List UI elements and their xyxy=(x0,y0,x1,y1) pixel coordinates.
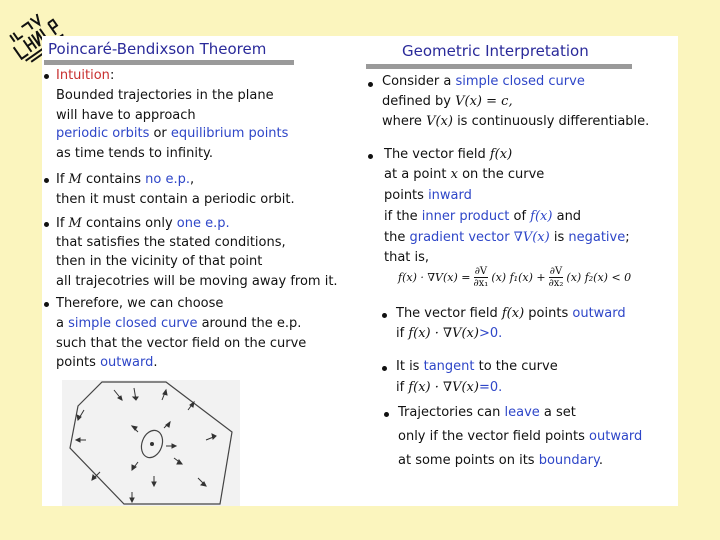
text-line: at a point x on the curve xyxy=(384,167,545,182)
text-line: The vector field f(x) points outward xyxy=(396,306,626,321)
text-line: only if the vector field points outward xyxy=(398,429,643,444)
text-line: a simple closed curve around the e.p. xyxy=(56,316,302,331)
bullet-icon xyxy=(382,313,387,318)
text-line: points outward. xyxy=(56,355,158,370)
bullet-icon xyxy=(368,154,373,159)
text-line: then it must contain a periodic orbit. xyxy=(56,192,295,207)
text-line: then in the vicinity of that point xyxy=(56,254,263,269)
text-line: Bounded trajectories in the plane xyxy=(56,88,274,103)
text-line: if f(x) · ∇V(x)=0. xyxy=(396,380,503,395)
text-line: It is tangent to the curve xyxy=(396,359,558,374)
fraction: $\frac{\partial V}{\text{∂x₁}}$ xyxy=(473,266,489,289)
text-line: if f(x) · ∇V(x)>0. xyxy=(396,326,503,341)
fraction: $\frac{\partial V}{\text{∂x₂}}$ xyxy=(548,266,564,289)
bullet-icon xyxy=(368,82,373,87)
text-line: such that the vector field on the curve xyxy=(56,336,307,351)
intuition-line: Intuition: xyxy=(56,68,115,83)
text-line: The vector field f(x) xyxy=(384,147,513,162)
text-line: as time tends to infinity. xyxy=(56,146,214,161)
text-line: defined by V(x) = c, xyxy=(382,94,513,109)
bullet-icon xyxy=(44,74,49,79)
text-line: will have to approach xyxy=(56,108,196,123)
bullet-icon xyxy=(44,302,49,307)
inner-product-formula: f(x) · ∇V(x) = $\frac{\partial V}{\text{∂x₁}}$ (x) f₁(x) + $\frac{\partial V}{\text{∂x₂}}$ (x) f₂(x) < 0 xyxy=(398,266,632,289)
left-title-rule xyxy=(44,60,294,65)
slide xyxy=(42,36,678,506)
phase-portrait-diagram xyxy=(62,380,240,506)
bullet-icon xyxy=(44,222,49,227)
text-line: if the inner product of f(x) and xyxy=(384,209,582,224)
text-line: periodic orbits or equilibrium points xyxy=(56,126,289,141)
bullet-icon xyxy=(384,412,389,417)
text-line: that satisfies the stated conditions, xyxy=(56,235,286,250)
text-line: If M contains only one e.p. xyxy=(56,216,230,231)
intuition-label: Intuition xyxy=(56,68,110,83)
text-line: If M contains no e.p., xyxy=(56,172,195,187)
bullet-icon xyxy=(382,366,387,371)
text-line: Therefore, we can choose xyxy=(56,296,224,311)
right-title: Geometric Interpretation xyxy=(402,42,589,60)
text-line: points inward xyxy=(384,188,472,203)
left-title: Poincaré-Bendixson Theorem xyxy=(48,40,267,58)
text-line: the gradient vector ∇V(x) is negative; xyxy=(384,230,630,245)
text-line: all trajecotries will be moving away from it. xyxy=(56,274,338,289)
text-line: that is, xyxy=(384,250,430,265)
bullet-icon xyxy=(44,178,49,183)
text-line: where V(x) is continuously differentiable. xyxy=(382,114,650,129)
text-line: at some points on its boundary. xyxy=(398,453,603,468)
text-line: Consider a simple closed curve xyxy=(382,74,585,89)
text-line: Trajectories can leave a set xyxy=(398,405,576,420)
right-title-rule xyxy=(366,64,632,69)
